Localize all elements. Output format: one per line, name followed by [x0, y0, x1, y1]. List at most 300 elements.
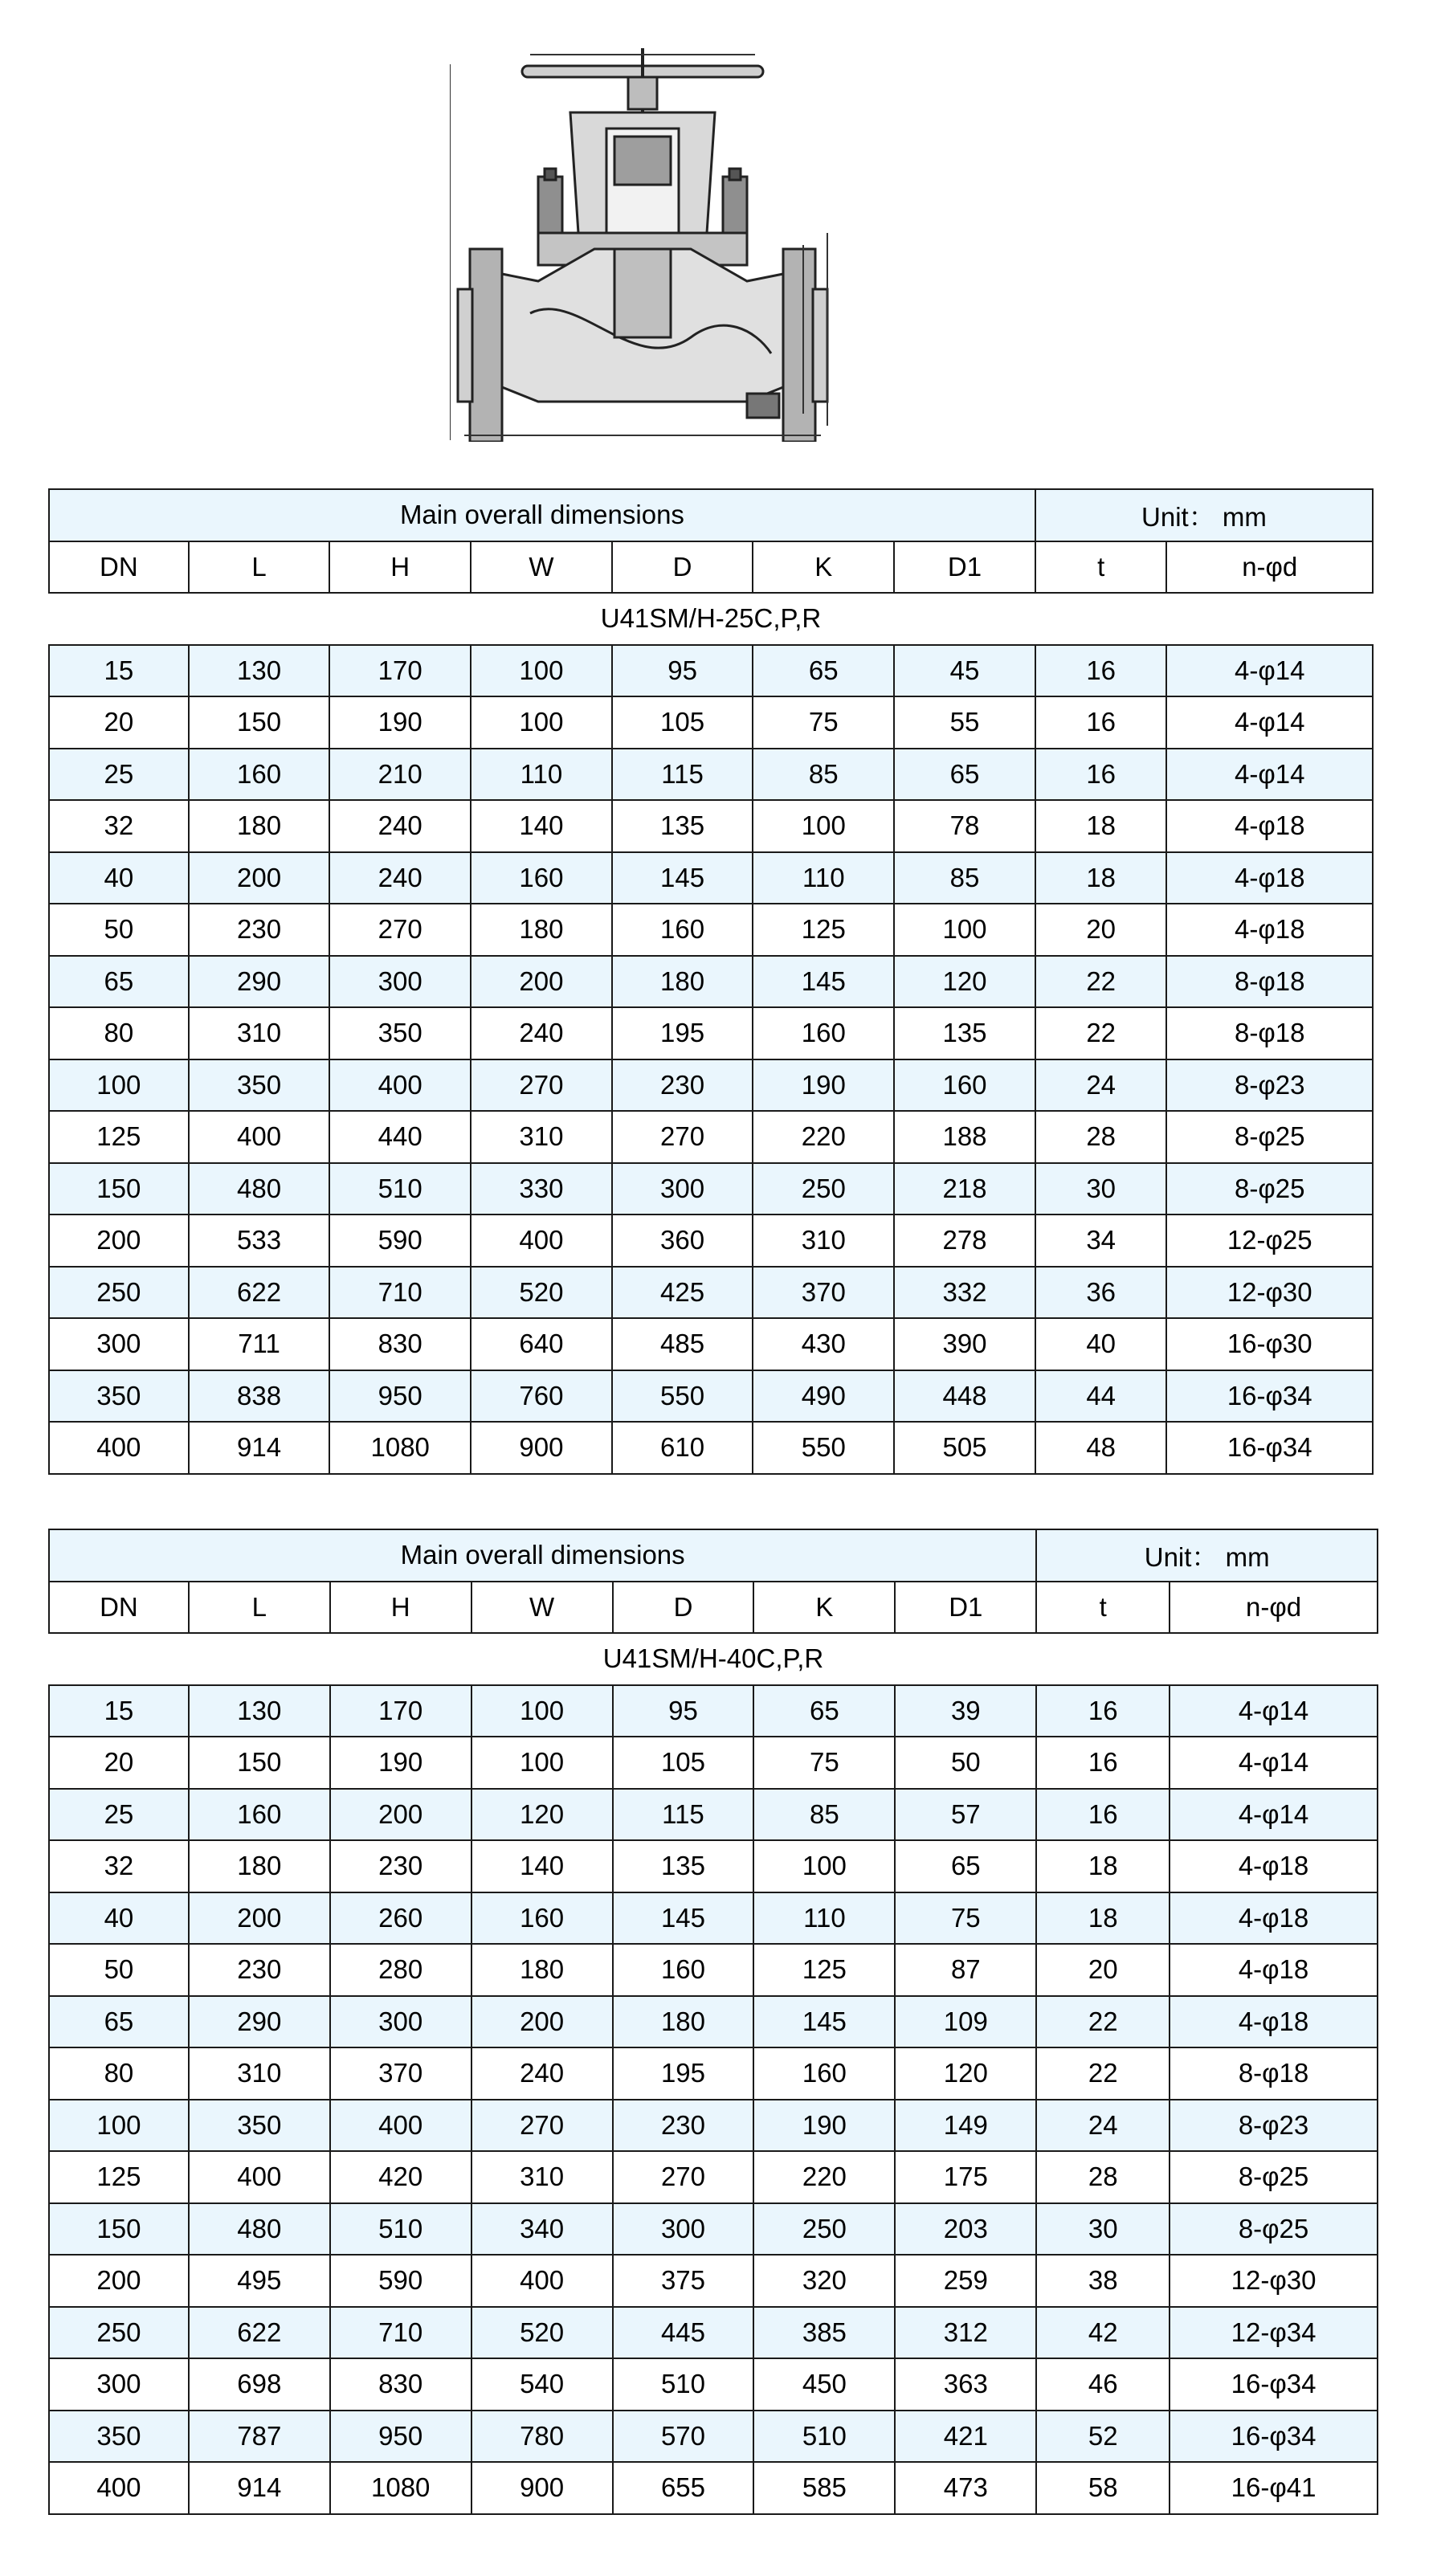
table-cell: 259 — [895, 2255, 1036, 2307]
table-cell: 230 — [330, 1840, 471, 1892]
table-cell: 18 — [1036, 1840, 1170, 1892]
table-cell: 46 — [1036, 2358, 1170, 2411]
table-cell: 220 — [753, 1111, 894, 1163]
table-cell: 25 — [49, 749, 189, 801]
table-cell: 230 — [613, 2100, 754, 2152]
table-cell: 330 — [471, 1163, 612, 1215]
table-cell: 40 — [49, 1892, 189, 1945]
table-cell: 270 — [612, 1111, 753, 1163]
table-cell: 900 — [471, 1422, 612, 1474]
table-cell: 520 — [471, 2307, 613, 2359]
table-cell: 200 — [49, 2255, 189, 2307]
table-cell: 290 — [189, 956, 330, 1008]
table-cell: 590 — [330, 2255, 471, 2307]
table-cell: 830 — [329, 1318, 471, 1370]
table-row — [49, 1944, 1378, 1996]
table-cell: 190 — [753, 1059, 894, 1112]
table-row — [49, 800, 1373, 852]
table-row — [49, 1267, 1373, 1319]
table-cell: 350 — [189, 1059, 330, 1112]
table-cell: 8-φ18 — [1166, 1007, 1373, 1059]
table-cell: 55 — [894, 696, 1035, 749]
table-cell: 400 — [189, 2151, 330, 2203]
table-cell: 375 — [613, 2255, 754, 2307]
table-cell: 8-φ23 — [1170, 2100, 1378, 2152]
table-cell: 550 — [753, 1422, 894, 1474]
table-cell: 4-φ18 — [1170, 1840, 1378, 1892]
col-header: n-φd — [1166, 541, 1373, 594]
table-cell: 8-φ25 — [1166, 1163, 1373, 1215]
dimensions-table-25 — [48, 488, 1374, 1475]
table-cell: 170 — [330, 1685, 471, 1737]
table-cell: 65 — [753, 1685, 895, 1737]
table-cell: 8-φ23 — [1166, 1059, 1373, 1112]
table-cell: 4-φ18 — [1170, 1996, 1378, 2048]
table-cell: 332 — [894, 1267, 1035, 1319]
col-header: t — [1036, 1582, 1170, 1634]
table-cell: 160 — [471, 852, 612, 904]
table-cell: 585 — [753, 2462, 895, 2514]
col-header: L — [189, 541, 330, 594]
table-cell: 75 — [753, 1737, 895, 1789]
table-cell: 180 — [189, 1840, 330, 1892]
table-cell: 350 — [329, 1007, 471, 1059]
table-cell: 610 — [612, 1422, 753, 1474]
table-cell: 85 — [894, 852, 1035, 904]
table-cell: 270 — [471, 1059, 612, 1112]
table-cell: 4-φ14 — [1166, 749, 1373, 801]
table-cell: 42 — [1036, 2307, 1170, 2359]
table-cell: 65 — [894, 749, 1035, 801]
table-row — [49, 645, 1373, 697]
table-cell: 230 — [189, 1944, 330, 1996]
col-header: K — [753, 541, 894, 594]
table-cell: 195 — [613, 2047, 754, 2100]
table-cell: 100 — [49, 2100, 189, 2152]
table-cell: 160 — [613, 1944, 754, 1996]
table-cell: 787 — [189, 2411, 330, 2463]
table-cell: 400 — [471, 1215, 612, 1267]
table-cell: 310 — [189, 2047, 330, 2100]
table-cell: 52 — [1036, 2411, 1170, 2463]
table-cell: 8-φ25 — [1170, 2151, 1378, 2203]
table-cell: 340 — [471, 2203, 613, 2256]
table-cell: 16-φ34 — [1170, 2358, 1378, 2411]
table-cell: 20 — [49, 1737, 189, 1789]
table-title: Main overall dimensions — [49, 489, 1035, 541]
table-cell: 230 — [612, 1059, 753, 1112]
table-cell: 135 — [613, 1840, 754, 1892]
table-cell: 140 — [471, 1840, 613, 1892]
col-header: D1 — [895, 1582, 1036, 1634]
table-cell: 4-φ18 — [1170, 1944, 1378, 1996]
table-cell: 240 — [471, 1007, 612, 1059]
table-cell: 4-φ18 — [1166, 904, 1373, 956]
table-cell: 78 — [894, 800, 1035, 852]
table-cell: 1080 — [329, 1422, 471, 1474]
table-cell: 16 — [1035, 645, 1167, 697]
table-cell: 400 — [49, 1422, 189, 1474]
table-cell: 28 — [1035, 1111, 1167, 1163]
table-cell: 30 — [1036, 2203, 1170, 2256]
table-cell: 490 — [753, 1370, 894, 1423]
col-header: D1 — [894, 541, 1035, 594]
table-cell: 900 — [471, 2462, 613, 2514]
unit-label: Unit： mm — [1035, 489, 1373, 541]
table-cell: 100 — [753, 1840, 895, 1892]
table-cell: 105 — [612, 696, 753, 749]
col-header: DN — [49, 541, 189, 594]
column-headers — [49, 541, 1373, 594]
table-cell: 200 — [49, 1215, 189, 1267]
table-cell: 190 — [753, 2100, 895, 2152]
table-cell: 8-φ25 — [1170, 2203, 1378, 2256]
col-header: H — [330, 1582, 471, 1634]
table-cell: 65 — [895, 1840, 1036, 1892]
table-cell: 125 — [753, 1944, 895, 1996]
table-cell: 135 — [612, 800, 753, 852]
table-cell: 28 — [1036, 2151, 1170, 2203]
table-cell: 310 — [471, 2151, 613, 2203]
table-cell: 4-φ14 — [1170, 1789, 1378, 1841]
table-cell: 250 — [49, 1267, 189, 1319]
table-cell: 16-φ34 — [1166, 1370, 1373, 1423]
table-cell: 300 — [49, 2358, 189, 2411]
table-cell: 190 — [329, 696, 471, 749]
table-cell: 320 — [753, 2255, 895, 2307]
table-cell: 4-φ18 — [1166, 852, 1373, 904]
table-cell: 45 — [894, 645, 1035, 697]
table-cell: 80 — [49, 1007, 189, 1059]
table-cell: 480 — [189, 2203, 330, 2256]
table-cell: 300 — [49, 1318, 189, 1370]
table-cell: 445 — [613, 2307, 754, 2359]
table-cell: 22 — [1035, 956, 1167, 1008]
table-cell: 540 — [471, 2358, 613, 2411]
table-cell: 370 — [330, 2047, 471, 2100]
table-body — [49, 1529, 1378, 2514]
table-row — [49, 1996, 1378, 2048]
table-cell: 135 — [894, 1007, 1035, 1059]
table-cell: 300 — [613, 2203, 754, 2256]
table-cell: 115 — [612, 749, 753, 801]
table-cell: 24 — [1036, 2100, 1170, 2152]
table-cell: 4-φ18 — [1170, 1892, 1378, 1945]
table-cell: 390 — [894, 1318, 1035, 1370]
table-cell: 48 — [1035, 1422, 1167, 1474]
table-cell: 25 — [49, 1789, 189, 1841]
table-cell: 120 — [895, 2047, 1036, 2100]
table-cell: 420 — [330, 2151, 471, 2203]
table-cell: 8-φ18 — [1166, 956, 1373, 1008]
table-cell: 400 — [471, 2255, 613, 2307]
table-cell: 20 — [49, 696, 189, 749]
table-cell: 16-φ41 — [1170, 2462, 1378, 2514]
table-cell: 350 — [189, 2100, 330, 2152]
table-cell: 100 — [471, 645, 612, 697]
table-row — [49, 2255, 1378, 2307]
table-cell: 550 — [612, 1370, 753, 1423]
table-header-row — [49, 1529, 1378, 1582]
table-cell: 16-φ34 — [1166, 1422, 1373, 1474]
table-cell: 280 — [330, 1944, 471, 1996]
col-header: H — [329, 541, 471, 594]
table-cell: 110 — [471, 749, 612, 801]
table-cell: 200 — [189, 852, 330, 904]
table-cell: 20 — [1035, 904, 1167, 956]
table-row — [49, 2203, 1378, 2256]
model-row — [49, 1633, 1378, 1685]
table-cell: 50 — [49, 904, 189, 956]
table-cell: 18 — [1035, 800, 1167, 852]
col-header: D — [612, 541, 753, 594]
table-cell: 350 — [49, 2411, 189, 2463]
table-cell: 16-φ34 — [1170, 2411, 1378, 2463]
table-cell: 115 — [613, 1789, 754, 1841]
table-cell: 640 — [471, 1318, 612, 1370]
table-row — [49, 2151, 1378, 2203]
table-cell: 510 — [613, 2358, 754, 2411]
table-cell: 180 — [189, 800, 330, 852]
table-cell: 914 — [189, 2462, 330, 2514]
table-row — [49, 1163, 1373, 1215]
table-cell: 175 — [895, 2151, 1036, 2203]
table-cell: 570 — [613, 2411, 754, 2463]
table-cell: 50 — [895, 1737, 1036, 1789]
table-cell: 400 — [329, 1059, 471, 1112]
table-cell: 218 — [894, 1163, 1035, 1215]
table-cell: 473 — [895, 2462, 1036, 2514]
table-cell: 15 — [49, 645, 189, 697]
table-cell: 180 — [613, 1996, 754, 2048]
table-cell: 145 — [612, 852, 753, 904]
table-cell: 32 — [49, 1840, 189, 1892]
table-cell: 120 — [471, 1789, 613, 1841]
table-cell: 360 — [612, 1215, 753, 1267]
table-cell: 270 — [471, 2100, 613, 2152]
table-body — [49, 489, 1373, 1474]
table-cell: 510 — [330, 2203, 471, 2256]
table-cell: 80 — [49, 2047, 189, 2100]
table-cell: 4-φ14 — [1166, 645, 1373, 697]
table-row — [49, 1370, 1373, 1423]
table-row — [49, 1840, 1378, 1892]
table-cell: 150 — [189, 1737, 330, 1789]
table-title: Main overall dimensions — [49, 1529, 1036, 1582]
table-cell: 400 — [189, 1111, 330, 1163]
table-row — [49, 852, 1373, 904]
table-cell: 145 — [753, 1996, 895, 2048]
unit-label: Unit： mm — [1036, 1529, 1378, 1582]
table-cell: 75 — [753, 696, 894, 749]
table-cell: 24 — [1035, 1059, 1167, 1112]
table-cell: 8-φ25 — [1166, 1111, 1373, 1163]
table-cell: 110 — [753, 852, 894, 904]
table-cell: 290 — [189, 1996, 330, 2048]
table-cell: 125 — [49, 1111, 189, 1163]
table-cell: 16 — [1036, 1789, 1170, 1841]
table-cell: 65 — [49, 1996, 189, 2048]
table-cell: 210 — [329, 749, 471, 801]
table-cell: 18 — [1036, 1892, 1170, 1945]
table-row — [49, 1318, 1373, 1370]
model-label: U41SM/H-40C,P,R — [49, 1633, 1378, 1685]
table-cell: 400 — [330, 2100, 471, 2152]
table-cell: 510 — [329, 1163, 471, 1215]
table-cell: 830 — [330, 2358, 471, 2411]
table-cell: 250 — [753, 2203, 895, 2256]
table-cell: 505 — [894, 1422, 1035, 1474]
table-cell: 100 — [471, 1685, 613, 1737]
table-cell: 105 — [613, 1737, 754, 1789]
table-row — [49, 1215, 1373, 1267]
table-cell: 260 — [330, 1892, 471, 1945]
table-cell: 370 — [753, 1267, 894, 1319]
table-cell: 780 — [471, 2411, 613, 2463]
table-cell: 1080 — [330, 2462, 471, 2514]
table-cell: 16 — [1036, 1737, 1170, 1789]
table-cell: 36 — [1035, 1267, 1167, 1319]
table-cell: 188 — [894, 1111, 1035, 1163]
table-cell: 4-φ18 — [1166, 800, 1373, 852]
table-cell: 160 — [189, 749, 330, 801]
table-cell: 520 — [471, 1267, 612, 1319]
table-cell: 34 — [1035, 1215, 1167, 1267]
table-cell: 160 — [612, 904, 753, 956]
table-cell: 75 — [895, 1892, 1036, 1945]
table-row — [49, 2047, 1378, 2100]
table-cell: 180 — [471, 904, 612, 956]
table-cell: 160 — [894, 1059, 1035, 1112]
table-cell: 190 — [330, 1737, 471, 1789]
table-cell: 450 — [753, 2358, 895, 2411]
table-cell: 22 — [1036, 2047, 1170, 2100]
table-cell: 150 — [189, 696, 330, 749]
table-cell: 533 — [189, 1215, 330, 1267]
table-cell: 510 — [753, 2411, 895, 2463]
table-cell: 240 — [329, 800, 471, 852]
model-row — [49, 593, 1373, 645]
table-cell: 440 — [329, 1111, 471, 1163]
table-cell: 150 — [49, 1163, 189, 1215]
table-cell: 350 — [49, 1370, 189, 1423]
table-cell: 230 — [189, 904, 330, 956]
table-row — [49, 1892, 1378, 1945]
table-cell: 145 — [613, 1892, 754, 1945]
table-cell: 22 — [1036, 1996, 1170, 2048]
table-cell: 44 — [1035, 1370, 1167, 1423]
table-cell: 300 — [612, 1163, 753, 1215]
col-header: t — [1035, 541, 1167, 594]
table-cell: 300 — [330, 1996, 471, 2048]
table-cell: 300 — [329, 956, 471, 1008]
table-cell: 914 — [189, 1422, 330, 1474]
table-cell: 160 — [471, 1892, 613, 1945]
table-row — [49, 1737, 1378, 1789]
table-cell: 622 — [189, 2307, 330, 2359]
table-cell: 170 — [329, 645, 471, 697]
table-cell: 4-φ14 — [1166, 696, 1373, 749]
table-cell: 203 — [895, 2203, 1036, 2256]
table-cell: 195 — [612, 1007, 753, 1059]
table-cell: 950 — [330, 2411, 471, 2463]
table-cell: 430 — [753, 1318, 894, 1370]
table-cell: 40 — [49, 852, 189, 904]
col-header: D — [613, 1582, 754, 1634]
table-cell: 220 — [753, 2151, 895, 2203]
col-header: K — [753, 1582, 895, 1634]
table-cell: 100 — [49, 1059, 189, 1112]
table-cell: 250 — [49, 2307, 189, 2359]
table-row — [49, 696, 1373, 749]
table-cell: 4-φ14 — [1170, 1737, 1378, 1789]
table-cell: 240 — [471, 2047, 613, 2100]
table-cell: 480 — [189, 1163, 330, 1215]
table-cell: 12-φ30 — [1170, 2255, 1378, 2307]
table-cell: 109 — [895, 1996, 1036, 2048]
table-cell: 448 — [894, 1370, 1035, 1423]
table-cell: 711 — [189, 1318, 330, 1370]
table-cell: 12-φ30 — [1166, 1267, 1373, 1319]
table-cell: 12-φ25 — [1166, 1215, 1373, 1267]
table-cell: 30 — [1035, 1163, 1167, 1215]
table-row — [49, 2358, 1378, 2411]
table-cell: 160 — [189, 1789, 330, 1841]
table-row — [49, 2462, 1378, 2514]
table-cell: 16 — [1035, 696, 1167, 749]
table-row — [49, 1422, 1373, 1474]
table-cell: 58 — [1036, 2462, 1170, 2514]
table-row — [49, 2307, 1378, 2359]
table-cell: 16-φ30 — [1166, 1318, 1373, 1370]
model-label: U41SM/H-25C,P,R — [49, 593, 1373, 645]
table-cell: 20 — [1036, 1944, 1170, 1996]
table-row — [49, 904, 1373, 956]
table-row — [49, 749, 1373, 801]
table-cell: 39 — [895, 1685, 1036, 1737]
col-header: W — [471, 1582, 613, 1634]
table-cell: 149 — [895, 2100, 1036, 2152]
table-cell: 160 — [753, 1007, 894, 1059]
table-cell: 145 — [753, 956, 894, 1008]
globe-valve-cross-section-drawing — [450, 48, 835, 442]
table-cell: 100 — [471, 696, 612, 749]
table-cell: 140 — [471, 800, 612, 852]
table-cell: 710 — [330, 2307, 471, 2359]
col-header: DN — [49, 1582, 189, 1634]
table-cell: 200 — [189, 1892, 330, 1945]
col-header: L — [189, 1582, 330, 1634]
table-cell: 270 — [329, 904, 471, 956]
table-cell: 130 — [189, 645, 330, 697]
table-cell: 160 — [753, 2047, 895, 2100]
table-cell: 85 — [753, 749, 894, 801]
table-cell: 622 — [189, 1267, 330, 1319]
table-cell: 150 — [49, 2203, 189, 2256]
table-cell: 270 — [613, 2151, 754, 2203]
table-cell: 278 — [894, 1215, 1035, 1267]
table-cell: 12-φ34 — [1170, 2307, 1378, 2359]
table-cell: 240 — [329, 852, 471, 904]
table-cell: 363 — [895, 2358, 1036, 2411]
table-row — [49, 1007, 1373, 1059]
table-row — [49, 2411, 1378, 2463]
table-cell: 655 — [613, 2462, 754, 2514]
col-header: n-φd — [1170, 1582, 1378, 1634]
table-cell: 200 — [471, 1996, 613, 2048]
table-cell: 250 — [753, 1163, 894, 1215]
table-row — [49, 1059, 1373, 1112]
